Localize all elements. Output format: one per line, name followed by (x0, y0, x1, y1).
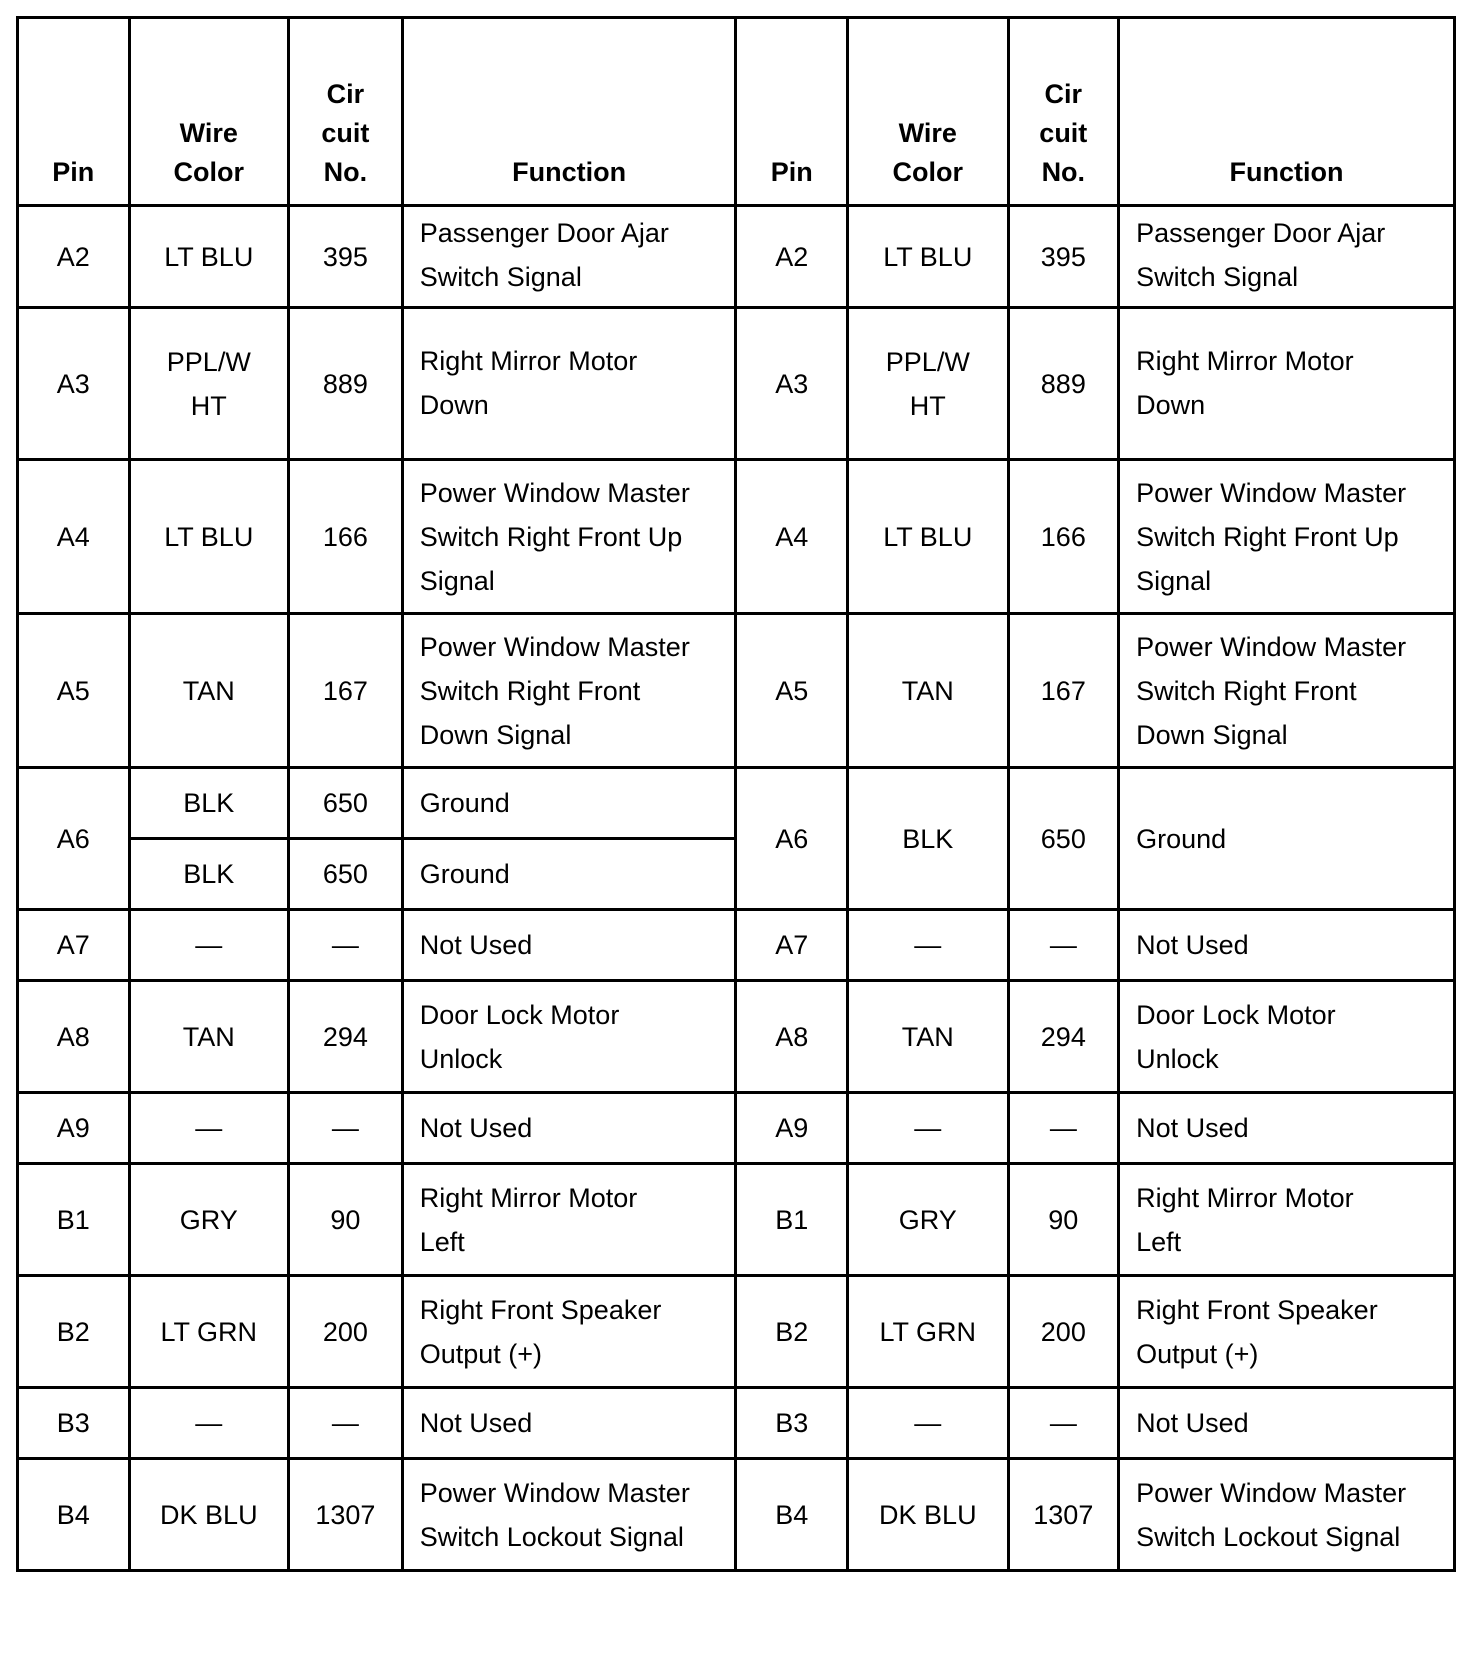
wire-color-cell: TAN (129, 614, 288, 768)
wire-color-cell: — (848, 1093, 1008, 1164)
header-circuit-left: Cir cuit No. (289, 18, 403, 206)
wire-color-cell: LT BLU (129, 460, 288, 614)
pin-cell: A2 (736, 206, 848, 308)
circuit-cell: 1307 (289, 1459, 403, 1571)
circuit-cell: — (1008, 910, 1119, 981)
circuit-cell: 200 (289, 1276, 403, 1388)
header-function-right: Function (1119, 18, 1455, 206)
circuit-cell: 889 (289, 308, 403, 460)
circuit-cell: — (289, 1093, 403, 1164)
table-row (18, 1093, 1455, 1164)
function-cell: Ground (402, 768, 736, 839)
pin-cell: A3 (18, 308, 130, 460)
circuit-cell: 889 (1008, 308, 1119, 460)
pin-cell: A7 (18, 910, 130, 981)
pin-cell: A6 (736, 768, 848, 910)
pin-cell: A9 (18, 1093, 130, 1164)
wire-color-cell: LT BLU (129, 206, 288, 308)
wire-color-cell: BLK (129, 839, 288, 910)
pin-cell: B3 (18, 1388, 130, 1459)
circuit-cell: — (289, 910, 403, 981)
table-row (18, 614, 1455, 768)
wire-color-cell: LT GRN (848, 1276, 1008, 1388)
function-cell: Not Used (1119, 910, 1455, 981)
function-cell: Door Lock Motor Unlock (1119, 981, 1455, 1093)
circuit-cell: 166 (289, 460, 403, 614)
circuit-cell: 166 (1008, 460, 1119, 614)
connector-pinout-table-container (16, 16, 1456, 1656)
pin-cell: A5 (736, 614, 848, 768)
wire-color-cell: — (129, 910, 288, 981)
pin-cell: A8 (736, 981, 848, 1093)
table-row (18, 768, 1455, 839)
circuit-cell: 294 (289, 981, 403, 1093)
header-wire-color-right: Wire Color (848, 18, 1008, 206)
pin-cell: A7 (736, 910, 848, 981)
table-row (18, 1388, 1455, 1459)
pin-cell: B4 (18, 1459, 130, 1571)
circuit-cell: 395 (289, 206, 403, 308)
circuit-cell: 650 (289, 768, 403, 839)
function-cell: Right Front Speaker Output (+) (1119, 1276, 1455, 1388)
wire-color-cell: DK BLU (848, 1459, 1008, 1571)
function-cell: Right Mirror Motor Left (402, 1164, 736, 1276)
function-cell: Ground (1119, 768, 1455, 910)
pin-cell: A3 (736, 308, 848, 460)
circuit-cell: 90 (289, 1164, 403, 1276)
circuit-cell: 395 (1008, 206, 1119, 308)
header-pin-left: Pin (18, 18, 130, 206)
table-row (18, 910, 1455, 981)
wire-color-cell: LT BLU (848, 460, 1008, 614)
wire-color-cell: TAN (848, 981, 1008, 1093)
wire-color-cell: TAN (848, 614, 1008, 768)
wire-color-cell: BLK (848, 768, 1008, 910)
circuit-cell: — (1008, 1388, 1119, 1459)
pin-cell: A4 (18, 460, 130, 614)
function-cell: Not Used (402, 1388, 736, 1459)
header-function-left: Function (402, 18, 736, 206)
function-cell: Power Window Master Switch Right Front Up Signal (402, 460, 736, 614)
function-cell: Right Front Speaker Output (+) (402, 1276, 736, 1388)
function-cell: Power Window Master Switch Right Front Down Signal (402, 614, 736, 768)
wire-color-cell: PPL/W HT (848, 308, 1008, 460)
circuit-cell: 90 (1008, 1164, 1119, 1276)
function-cell: Not Used (402, 910, 736, 981)
function-cell: Not Used (402, 1093, 736, 1164)
pin-cell: A4 (736, 460, 848, 614)
pin-cell: A2 (18, 206, 130, 308)
function-cell: Power Window Master Switch Right Front Down Signal (1119, 614, 1455, 768)
header-pin-right: Pin (736, 18, 848, 206)
wire-color-cell: — (848, 910, 1008, 981)
circuit-cell: 167 (1008, 614, 1119, 768)
table-row (18, 206, 1455, 308)
wire-color-cell: — (129, 1093, 288, 1164)
function-cell: Passenger Door Ajar Switch Signal (1119, 206, 1455, 308)
function-cell: Passenger Door Ajar Switch Signal (402, 206, 736, 308)
wire-color-cell: GRY (848, 1164, 1008, 1276)
circuit-cell: — (1008, 1093, 1119, 1164)
wire-color-cell: — (848, 1388, 1008, 1459)
function-cell: Ground (402, 839, 736, 910)
circuit-cell: 200 (1008, 1276, 1119, 1388)
table-row (18, 1459, 1455, 1571)
wire-color-cell: BLK (129, 768, 288, 839)
circuit-cell: 167 (289, 614, 403, 768)
header-row (18, 18, 1455, 206)
connector-pinout-table (16, 16, 1456, 1572)
pin-cell: A9 (736, 1093, 848, 1164)
wire-color-cell: PPL/W HT (129, 308, 288, 460)
pin-cell: B2 (18, 1276, 130, 1388)
circuit-cell: 650 (1008, 768, 1119, 910)
table-row (18, 1276, 1455, 1388)
pin-cell: A5 (18, 614, 130, 768)
pin-cell: B4 (736, 1459, 848, 1571)
table-row (18, 460, 1455, 614)
pin-cell: B1 (18, 1164, 130, 1276)
function-cell: Power Window Master Switch Lockout Signal (402, 1459, 736, 1571)
table-row (18, 308, 1455, 460)
function-cell: Right Mirror Motor Down (1119, 308, 1455, 460)
wire-color-cell: GRY (129, 1164, 288, 1276)
function-cell: Door Lock Motor Unlock (402, 981, 736, 1093)
wire-color-cell: TAN (129, 981, 288, 1093)
table-row (18, 1164, 1455, 1276)
function-cell: Not Used (1119, 1093, 1455, 1164)
function-cell: Power Window Master Switch Right Front Up Signal (1119, 460, 1455, 614)
wire-color-cell: DK BLU (129, 1459, 288, 1571)
header-wire-color-left: Wire Color (129, 18, 288, 206)
function-cell: Right Mirror Motor Down (402, 308, 736, 460)
pin-cell: B3 (736, 1388, 848, 1459)
wire-color-cell: LT BLU (848, 206, 1008, 308)
pin-cell: B2 (736, 1276, 848, 1388)
pin-cell: A6 (18, 768, 130, 910)
function-cell: Power Window Master Switch Lockout Signal (1119, 1459, 1455, 1571)
circuit-cell: 1307 (1008, 1459, 1119, 1571)
wire-color-cell: LT GRN (129, 1276, 288, 1388)
header-circuit-right: Cir cuit No. (1008, 18, 1119, 206)
function-cell: Right Mirror Motor Left (1119, 1164, 1455, 1276)
table-row (18, 981, 1455, 1093)
circuit-cell: 650 (289, 839, 403, 910)
function-cell: Not Used (1119, 1388, 1455, 1459)
circuit-cell: 294 (1008, 981, 1119, 1093)
pin-cell: A8 (18, 981, 130, 1093)
wire-color-cell: — (129, 1388, 288, 1459)
circuit-cell: — (289, 1388, 403, 1459)
pin-cell: B1 (736, 1164, 848, 1276)
